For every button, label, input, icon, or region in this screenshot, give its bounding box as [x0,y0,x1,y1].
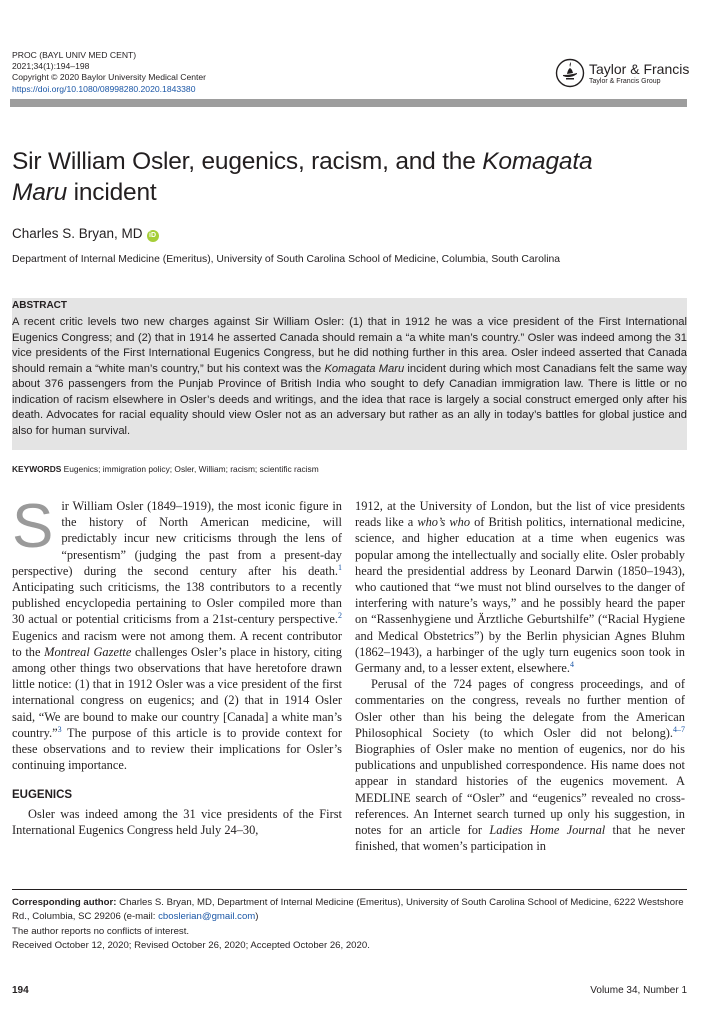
body-paragraph-3 [355,498,685,676]
lamp-icon [555,58,585,88]
body-paragraph-1 [12,492,342,773]
p1-text-c: Eugenics and racism were not among them. A recent contributor to the [12,628,342,659]
body-paragraph-2: Osler was indeed among the 31 vice presidents of the First International Eugenics Congress held July 24–30, [12,806,342,837]
p4-text-a: Perusal of the 724 pages of congress proceedings, and of commentaries on the congress, reveals no further mention of Osler other than his being the delegate from the American Philosophical Society (to which Osler did not belong). [355,677,685,740]
p1-text-d: challenges Osler’s place in history, citing among other things two observations that have heretofore drawn little notice: (1) that in 1912 Osler was a vice president of the first international congress on eugenics; and (2) that in 1914 Osler said, “We are bound to make our country [Canada] a white man’s country.” [12,644,342,740]
p1-text-a: ir William Osler (1849–1919), the most iconic figure in the history of North American medicine, will predictably incur new criticisms through the lens of “presentism” (judging the past from a present-day perspective) during the second century after his death. [12,499,342,578]
p4-text-c: that he never finished, that women’s participation in [355,823,685,854]
p3-text-b: of British politics, international medicine, science, and higher education at a time when eugenics was popular among the intellectually and socially elite. Osler probably heard the presidential address by Leonard Darwin (1850–1943), who cautioned that “we must not blind ourselves to the danger of interfering with nature’s ways,” and he possibly heard the paper on “Rassenhygiene und Ärztliche Geburtshilfe” (“Racial Hygiene and Medical Obstetrics”) by the Berlin physician Agnes Bluhm (1862–1943), a harbinger of the ugly turn eugenics soon took in Germany and, to a lesser extent, elsewhere. [355,515,685,676]
footer-notes [12,896,692,953]
publisher-group: Taylor & Francis Group [589,78,661,85]
abstract-text-italic: Komagata Maru [324,362,405,375]
journal-name: PROC (BAYL UNIV MED CENT) [12,50,137,60]
corresponding-author-text: Charles S. Bryan, MD, Department of Internal Medicine (Emeritus), University of South Carolina School of Medicine, 6222 Westshore Rd., Columbia, SC 29206 (e-mail: [12,897,684,923]
abstract-text [12,315,687,439]
body-column-left [12,492,342,838]
p3-text-italic: who’s who [417,515,471,530]
corresponding-author [12,896,692,925]
reference-link[interactable]: 4 [570,659,575,669]
body-column-right [355,498,685,854]
p3-text-a: 1912, at the University of London, but the list of vice presidents reads like a [355,499,685,530]
abstract-heading: ABSTRACT [12,300,67,311]
section-heading: EUGENICS [12,789,73,802]
publisher-logo [555,58,690,92]
reference-link[interactable]: 3 [57,724,62,734]
abstract-text-a: A recent critic levels two new charges against Sir William Osler: (1) that in 1912 he was a vice president of the First International Eugenics Congress; and (2) that in 1914 he asserted Canada should remain a “a white man’s country.” Osler was indeed among the 31 vice presidents of the First International Eugenics Congress, but he did nothing further in this area. Osler indeed asserted that Canada should remain a “white man’s country,” but his context was the [12,316,687,375]
p4-text-b: Biographies of Osler make no mention of eugenics, nor do his publications and unpublished correspondence. His name does not appear in standard histories of the eugenics movement. A MEDLINE search of “Osler” and “eugenics” revealed no cross-references. An Internet search turned up only his suggestion, in notes for an article for [355,742,685,838]
author-line [12,226,159,242]
title-part-1: Sir William Osler, eugenics, racism, and the [12,148,483,175]
article-dates: Received October 12, 2020; Revised October 26, 2020; Accepted October 26, 2020. [12,939,370,951]
body-paragraph-4 [355,676,685,854]
p4-text-italic: Ladies Home Journal [489,823,606,838]
doi-link[interactable]: https://doi.org/10.1080/08998280.2020.1843380 [12,83,196,94]
title-italic-1: Komagata [482,148,593,175]
drop-cap: S [12,492,54,561]
reference-link[interactable]: 2 [338,611,342,621]
author-affiliation: Department of Internal Medicine (Emeritus), University of South Carolina School of Medicine, Columbia, South Carolina [12,254,561,265]
keywords-list: Eugenics; immigration policy; Osler, William; racism; scientific racism [63,464,319,474]
author-name: Charles S. Bryan, MD [12,226,143,241]
abstract-text-b: incident during which most Canadians felt the same way about 376 passengers from the Punjab Province of British India who sought to defy Canadian immigration law. There is little or no indication of racism elsewhere in Osler’s deeds and writings, and the idea that race is largely a social construct emerged only after his death. Advocates for racial equality should view Osler not as an adversary but rather as an ally in today’s battles for global justice and also for human survival. [12,362,687,437]
page-number: 194 [12,985,29,996]
keywords-label: KEYWORDS [12,464,62,474]
journal-citation: 2021;34(1):194–198 [12,61,90,72]
reference-link[interactable]: 1 [338,562,342,572]
footer-divider [12,889,687,890]
orcid-icon[interactable]: iD [147,230,159,242]
email-link[interactable]: cboslerian@gmail.com [158,911,256,923]
copyright-line: Copyright © 2020 Baylor University Medical Center [12,72,207,83]
p1-text-e: The purpose of this article is to provide context for these observations and to review their implications for Osler’s continuing importance. [12,725,342,773]
p1-text-b: Anticipating such criticisms, the 138 contributors to a recently published encyclopedia pertaining to Osler compiled more than 30 actual or potential criticisms from a 21st-century perspective. [12,580,342,627]
title-part-2: incident [67,179,157,206]
publisher-name: Taylor & Francis [589,61,690,77]
title-italic-2: Maru [12,179,68,206]
p1-text-italic: Montreal Gazette [44,644,132,659]
article-title [12,146,692,208]
corresponding-author-end: ) [255,911,259,923]
keywords-line [12,464,319,474]
conflict-statement: The author reports no conflicts of interest. [12,925,190,937]
corresponding-author-label: Corresponding author: [12,897,117,908]
issue-info: Volume 34, Number 1 [590,985,687,996]
header-divider [10,99,687,107]
reference-link[interactable]: 4–7 [673,724,685,734]
journal-meta [12,50,206,95]
